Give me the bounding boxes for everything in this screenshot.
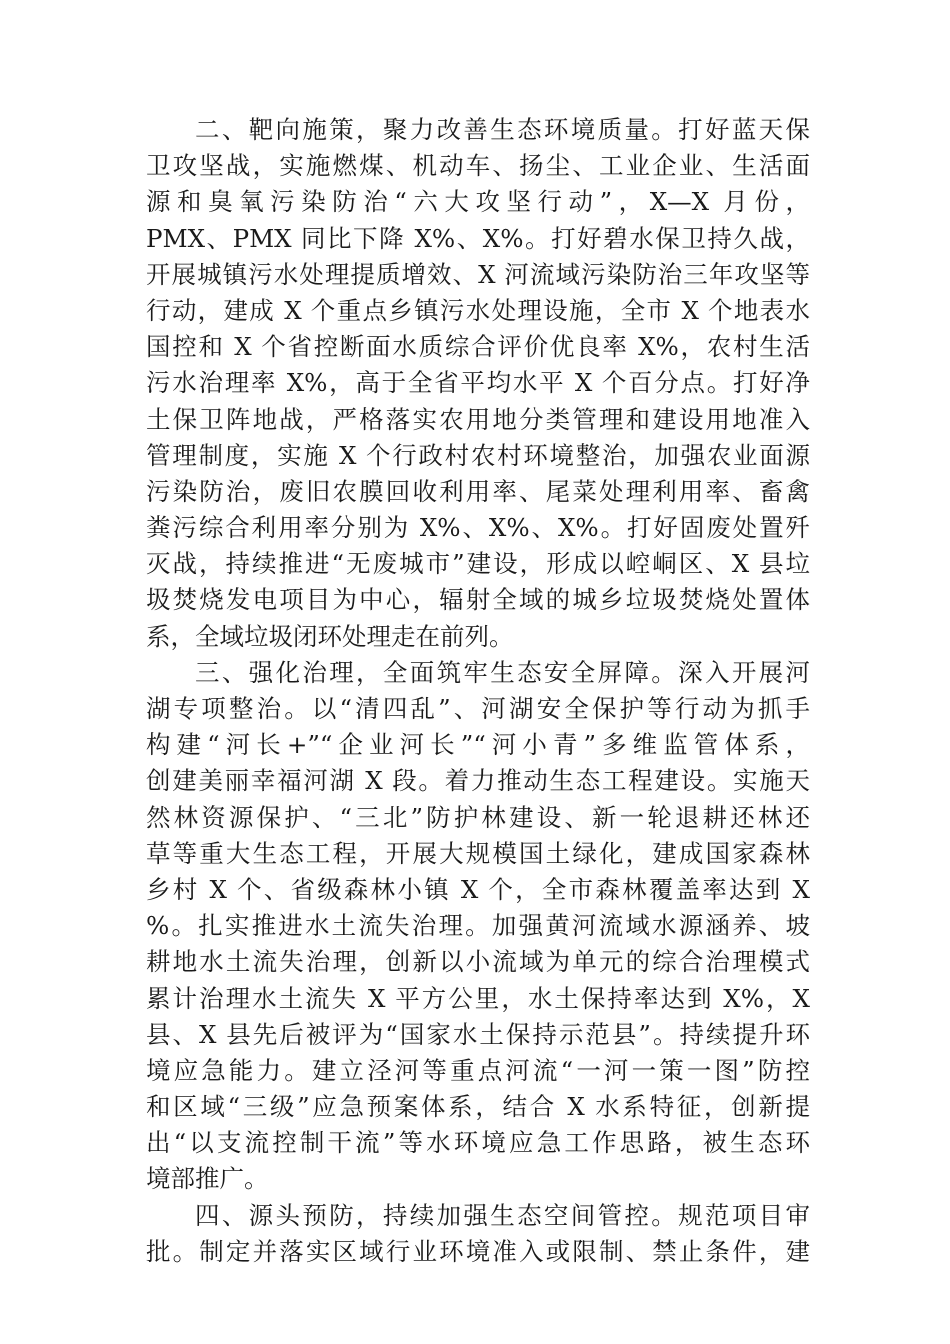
text-line: 境部推广。 [146,1164,269,1194]
text-line: 圾焚烧发电项目为中心，辐射全域的城乡垃圾焚烧处置体 [146,585,810,615]
paragraph-4 [146,1198,810,1270]
paragraph-3 [146,655,810,1198]
text-line: 开展城镇污水处理提质增效、X 河流域污染防治三年攻坚等 [146,259,810,289]
text-line: 三、强化治理，全面筑牢生态安全屏障。深入开展河 [195,657,810,687]
text-line: 境应急能力。建立泾河等重点河流“一河一策一图”防控 [146,1055,810,1085]
text-line: 湖专项整治。以“清四乱”、河湖安全保护等行动为抓手 [146,694,810,723]
text-line: 卫攻坚战，实施燃煤、机动车、扬尘、工业企业、生活面 [146,151,810,181]
text-line: 国控和 X 个省控断面水质综合评价优良率 X%，农村生活 [146,332,810,362]
text-line: 草等重大生态工程，开展大规模国土绿化，建成国家森林 [146,838,810,868]
text-line: 乡村 X 个、省级森林小镇 X 个，全市森林覆盖率达到 X [146,874,810,904]
text-line: 污水治理率 X%，高于全省平均水平 X 个百分点。打好净 [146,368,810,398]
text-line: 创建美丽幸福河湖 X 段。着力推动生态工程建设。实施天 [146,766,810,796]
text-line: 出“以支流控制干流”等水环境应急工作思路，被生态环 [146,1128,810,1158]
text-line: 系，全域垃圾闭环处理走在前列。 [146,621,514,651]
text-line: 和区域“三级”应急预案体系，结合 X 水系特征，创新提 [146,1092,810,1122]
text-line: 源和臭氧污染防治“六大攻坚行动”，X—X 月份， [146,187,810,217]
text-line: 四、源头预防，持续加强生态空间管控。规范项目审 [195,1200,810,1230]
text-line: PMX、PMX 同比下降 X%、X%。打好碧水保卫持久战， [146,223,810,253]
text-line: 然林资源保护、“三北”防护林建设、新一轮退耕还林还 [146,802,810,832]
text-line: 灭战，持续推进“无废城市”建设，形成以崆峒区、X 县垃 [146,549,810,579]
text-line: 二、靶向施策，聚力改善生态环境质量。打好蓝天保 [195,115,810,144]
text-line: 粪污综合利用率分别为 X%、X%、X%。打好固废处置歼 [146,513,810,543]
text-line: %。扎实推进水土流失治理。加强黄河流域水源涵养、坡 [146,911,810,941]
text-line: 土保卫阵地战，严格落实农用地分类管理和建设用地准入 [146,404,810,434]
text-line: 管理制度，实施 X 个行政村农村环境整治，加强农业面源 [146,440,810,470]
text-line: 耕地水土流失治理，创新以小流域为单元的综合治理模式 [146,947,810,977]
text-line: 批。制定并落实区域行业环境准入或限制、禁止条件，建 [146,1236,810,1266]
text-line: 污染防治，废旧农膜回收利用率、尾菜处理利用率、畜禽 [146,476,810,506]
text-line: 县、X 县先后被评为“国家水土保持示范县”。持续提升环 [146,1019,810,1049]
paragraph-2 [146,112,810,655]
text-line: 累计治理水土流失 X 平方公里，水土保持率达到 X%，X [146,983,810,1013]
text-line: 构建“河长+”“企业河长”“河小青”多维监管体系， [146,730,810,760]
document-body [146,112,810,1270]
text-line: 行动，建成 X 个重点乡镇污水处理设施，全市 X 个地表水 [146,295,810,325]
